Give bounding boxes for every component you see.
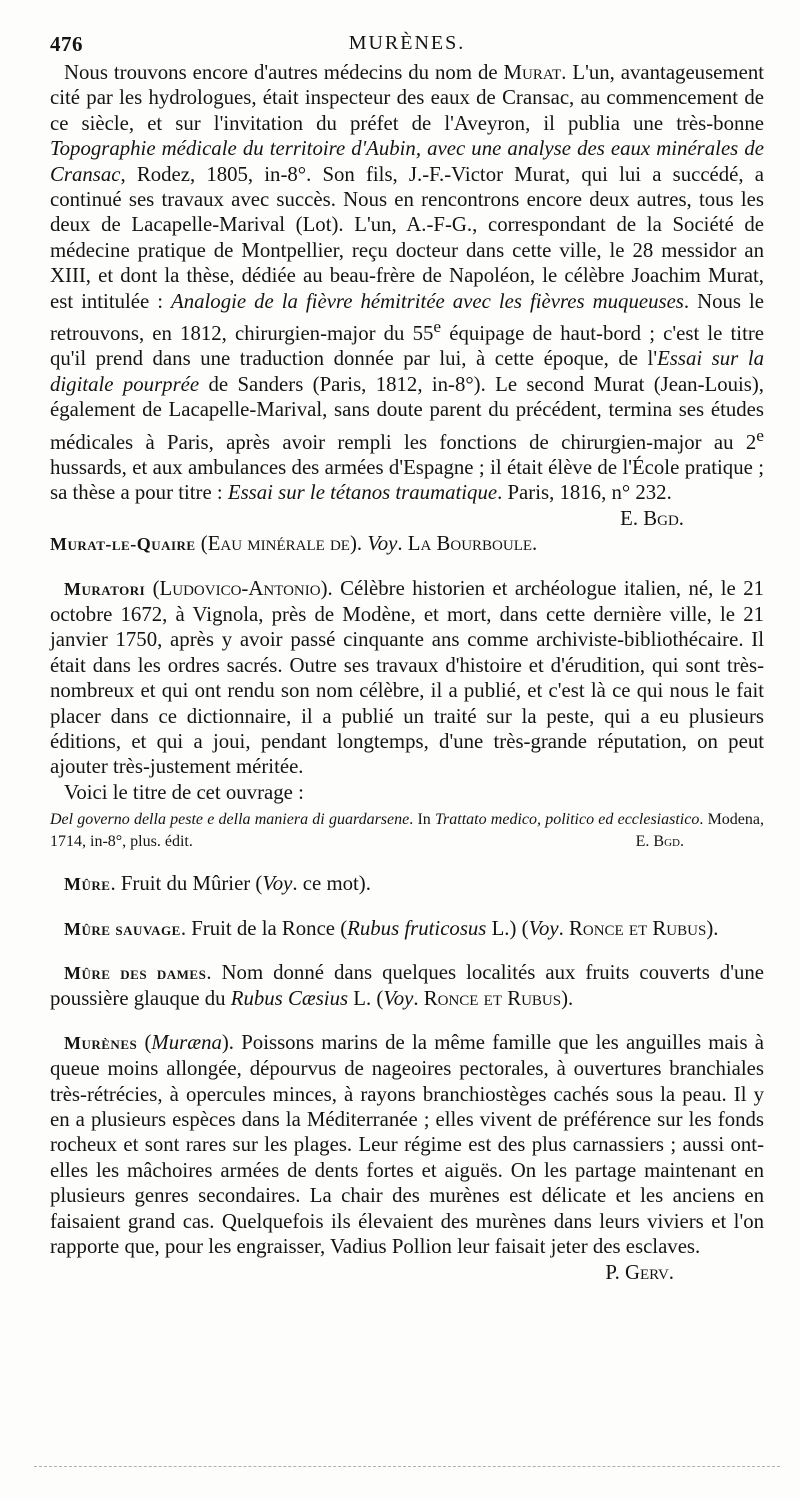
signature: P. Gerv. bbox=[605, 1260, 674, 1284]
entry-headword: Mûre sauvage bbox=[64, 918, 181, 939]
entry-headword: Murènes bbox=[64, 1032, 138, 1053]
muratori-title-intro: Voici le titre de cet ouvrage : bbox=[64, 780, 304, 804]
entry-mure-des-dames: Mûre des dames. Nom donné dans quelques localités aux fruits couverts d'une poussière glauque du Rubus Cæsius L. (Voy. Ronce et Rubus). bbox=[50, 961, 764, 1011]
entry-headword: Mûre des dames bbox=[64, 963, 207, 984]
entry-mure: Mûre. Fruit du Mûrier (Voy. ce mot). bbox=[64, 872, 371, 896]
entry-mure-sauvage: Mûre sauvage. Fruit de la Ronce (Rubus fruticosus L.) (Voy. Ronce et Rubus). bbox=[64, 916, 719, 940]
page-bottom-rule bbox=[34, 1466, 780, 1467]
entry-headword: Muratori bbox=[64, 578, 146, 599]
entry-murenes: Murènes (Muræna). Poissons marins de la même famille que les anguilles mais à queue moins allongée, dépourvus de nageoires pectorales, à ouvertures branchiales très-rétrécies, à opercules minces, à rayons branchiostèges cachés sous la peau. Il y en a plusieurs espèces dans la Méditerranée ; elles vivent de préférence sur les fonds rocheux et sont rares sur les plages. Leur régime est des plus carnassiers ; aussi ont-elles les mâchoires armées de dents fortes et aiguës. On les partage maintenant en plusieurs genres secondaires. La chair des murènes est délicate et les anciens en faisaient grand cas. Quelquefois ils élevaient des murènes dans leurs viviers et l'on rapporte que, pour les engraisser, Vadius Pollion leur faisait jeter des esclaves. P. Gerv. bbox=[50, 1030, 765, 1284]
murat-paragraph: Nous trouvons encore d'autres médecins du nom de Murat. L'un, avantageusement cité par les hydrologues, était inspecteur des eaux de Cransac, au commencement de ce siècle, et sur l'invitation du préfet de l'Aveyron, il publia une très-bonne Topographie médicale du territoire d'Aubin, avec une analyse des eaux minérales de Cransac, Rodez, 1805, in-8°. Son fils, J.-F.-Victor Murat, qui lui a succédé, a continué ses travaux avec succès. Nous en rencontrons encore deux autres, tous les deux de Lacapelle-Marival (Lot). L'un, A.-F-G., correspondant de la Société de médecine pratique de Montpellier, reçu docteur dans cette ville, le 28 messidor an XIII, et dont la thèse, dédiée au beau-frère de Napoléon, le célèbre Joachim Murat, est intitulée : Analogie de la fièvre hémitritée avec les fièvres muqueuses. Nous le retrouvons, en 1812, chirurgien-major du 55e équipage de haut-bord ; c'est le titre qu'il prend dans une traduction donnée par lui, à cette époque, de l'Essai sur la digitale pourprée de Sanders (Paris, 1812, in-8°). Le second Murat (Jean-Louis), également de Lacapelle-Marival, sans doute parent du précédent, termina ses études médicales à Paris, après avoir rempli les fonctions de chirurgien-major au 2e hussards, et aux ambulances des armées d'Espagne ; il était élève de l'École pratique ; sa thèse a pour titre : Essai sur le tétanos traumatique. Paris, 1816, n° 232. E. Bgd. bbox=[50, 61, 765, 530]
entry-headword: Murat-le-Quaire bbox=[50, 534, 196, 555]
entry-headword: Mûre bbox=[64, 874, 111, 895]
entry-murat-le-quaire: Murat-le-Quaire (Eau minérale de). Voy. La Bourboule. bbox=[50, 532, 538, 556]
muratori-reference: Del governo della peste e della maniera di guardarsene. In Trattato medico, politico ed ecclesiastico. Modena, 1714, in-8°, plus. édit. E. Bgd. bbox=[50, 809, 764, 853]
signature: E. Bgd. bbox=[635, 833, 684, 851]
page-header bbox=[50, 26, 764, 60]
running-head: MURÈNES. bbox=[348, 32, 466, 54]
signature: E. Bgd. bbox=[620, 506, 684, 530]
page-number: 476 bbox=[50, 32, 83, 56]
entry-muratori: Muratori (Ludovico-Antonio). Célèbre historien et archéologue italien, né, le 21 octobre 1672, à Vignola, près de Modène, et mort, dans cette dernière ville, le 21 janvier 1750, après y avoir passé cinquante ans comme archiviste-bibliothécaire. Il était dans les ordres sacrés. Outre ses travaux d'histoire et d'érudition, qui sont très-nombreux et qui ont rendu son nom célèbre, il a publié, et c'est là ce qui nous le fait placer dans ce dictionnaire, il a publié un traité sur la peste, qui a eu plusieurs éditions, et qui a joui, pendant longtemps, d'une très-grande réputation, on peut ajouter très-justement méritée. bbox=[50, 576, 764, 779]
